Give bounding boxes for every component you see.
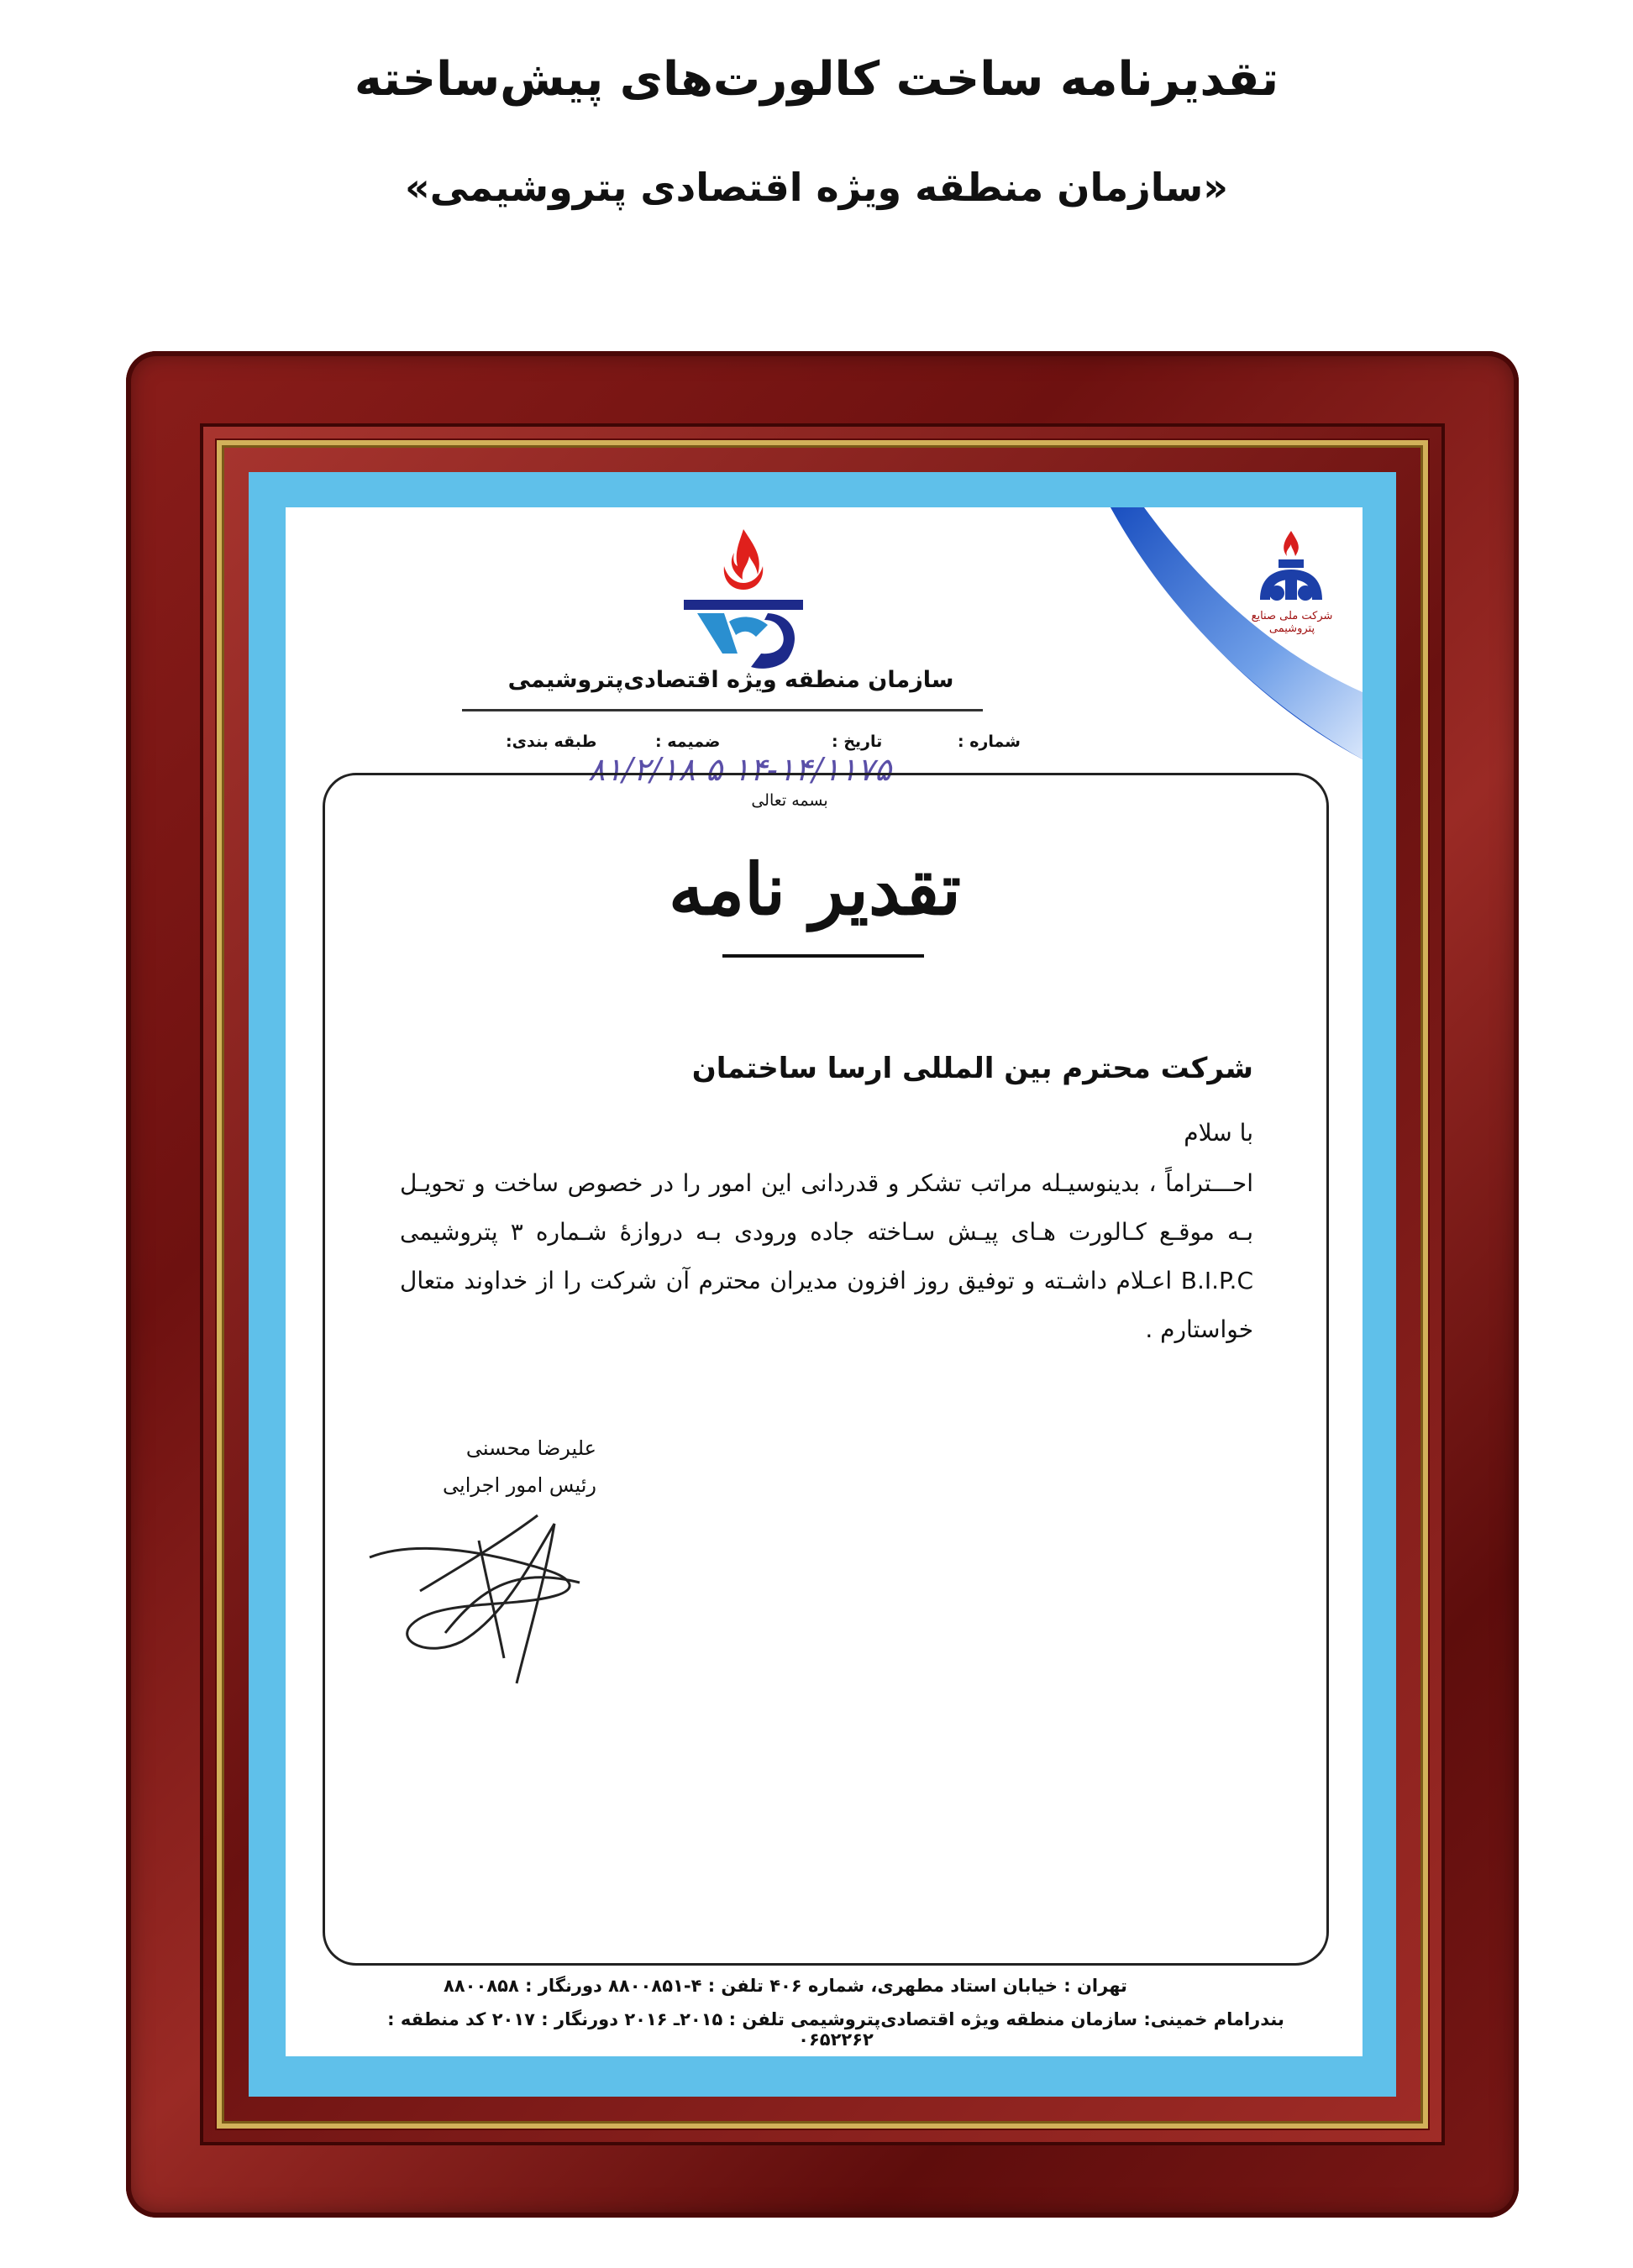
certificate-title: تقدیر نامه (669, 848, 961, 931)
letterhead-divider (462, 709, 983, 711)
certificate-paper (286, 507, 1363, 2056)
organization-logo-icon (680, 528, 806, 672)
signer-name: علیرضا محسنی (465, 1436, 596, 1460)
classification-label: طبقه بندی: (506, 732, 597, 751)
recipient: شرکت محترم بین المللی ارسا ساختمان (691, 1052, 1253, 1085)
number-label: شماره : (958, 732, 1021, 751)
page-title: تقدیرنامه ساخت کالورت‌های پیش‌ساخته (354, 52, 1279, 107)
handwritten-reference: ۸۱/۲/۱۸ ۵ ۱۴-۱۴/۱۱۷۵ (588, 751, 892, 788)
corner-org-name: شرکت ملی صنایع پتروشیمی (1251, 610, 1333, 635)
signature-mark (361, 1490, 613, 1692)
page-subtitle: «سازمان منطقه ویژه اقتصادی پتروشیمی» (405, 165, 1228, 210)
footer-address-bandar: بندرامام خمینی: سازمان منطقه ویژه اقتصادی‌پتروشیمی تلفن : ۲۰۱۵ـ ۲۰۱۶ دورنگار : ۲۰۱۷ کد منطقه : ۰۶۵۲۲۶۲ (387, 2009, 1284, 2050)
signer-title: رئیس امور اجرایی (443, 1473, 596, 1497)
picture-frame (126, 351, 1519, 2218)
frame-mat (249, 472, 1396, 2097)
basmala: بسمه تعالی (751, 791, 828, 810)
date-label: تاریخ : (832, 732, 883, 751)
organization-name: سازمان منطقه ویژه اقتصادی‌پتروشیمی (507, 667, 954, 693)
footer-address-tehran: تهران : خیابان استاد مطهری، شماره ۴۰۶ تلفن : ۴-۸۸۰۰۸۵۱ دورنگار : ۸۸۰۰۸۵۸ (444, 1976, 1127, 1996)
greeting: با سلام (1184, 1119, 1253, 1147)
attachment-label: ضمیمه : (655, 732, 721, 751)
petrochemical-company-logo-icon (1245, 524, 1337, 617)
title-underline (722, 954, 924, 958)
letter-content-box (323, 773, 1329, 1966)
letter-body: احـــتراماً ، بدینوسیـله مراتب تشکر و قدردانی این امور را در خصوص ساخت و تحویـل بـه موقـع کـالورت هـای پیـش سـاخته جاده ورودی بـه دروازهٔ شـماره ۳ پتروشیمی B.I.P.C اعـلام داشـته و توفیق روز افزون مدیران محترم آن شرکت را از خداوند متعال خواستارم . (400, 1169, 1253, 1343)
